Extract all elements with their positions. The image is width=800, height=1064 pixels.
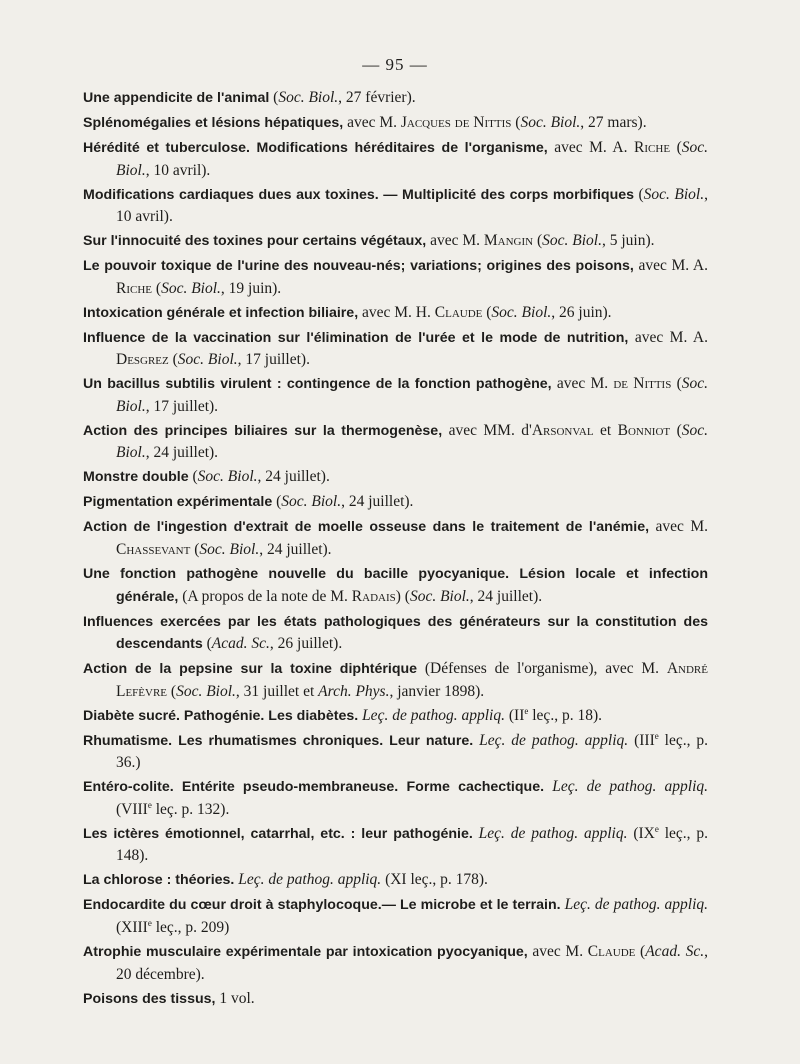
entry-title: Rhumatisme. Les rhumatismes chroniques. Leur nature. <box>83 732 474 749</box>
entry-text: ( <box>635 942 646 960</box>
entry-text: , 26 juin). <box>551 303 612 321</box>
entry-source: Soc. Biol. <box>409 587 470 605</box>
entry-source: Leç. de pathog. appliq. <box>564 896 709 914</box>
entry-author: Riche <box>116 279 153 297</box>
entry-source: Acad. Sc. <box>211 635 270 653</box>
entry-title: Action de l'ingestion d'extrait de moelle osseuse dans le traitement de l'anémie, <box>83 519 650 536</box>
bibliography-entry <box>83 327 708 371</box>
entry-text: leç., p. 209) <box>151 918 230 936</box>
entry-source: Leç. de pathog. appliq. <box>478 824 628 842</box>
entry-text: , 24 juillet). <box>469 587 543 605</box>
entry-source: Soc. Biol. <box>116 421 708 462</box>
entry-text: (Défenses de l'organisme), avec M. <box>417 660 667 678</box>
entry-text: ( <box>634 185 644 203</box>
entry-text: , 26 juillet). <box>269 635 343 653</box>
entry-text: ( <box>190 540 200 558</box>
entry-title: Modifications cardiaques dues aux toxines. — Multiplicité des corps morbifiques <box>83 186 635 203</box>
bibliography-entry <box>83 491 708 514</box>
entry-text: , 31 juillet et <box>235 682 319 700</box>
entry-author: Desgrez <box>116 351 169 369</box>
entry-text: , 24 juillet). <box>145 444 219 462</box>
entry-text: (II <box>505 706 525 724</box>
entry-source: Soc. Biol. <box>281 493 342 511</box>
bibliography-entry <box>83 87 708 110</box>
bibliography-entry <box>83 373 708 417</box>
entry-author: André Lefèvre <box>116 660 708 700</box>
entry-text: , 17 juillet). <box>145 397 219 415</box>
entry-source: Soc. Biol. <box>116 138 708 179</box>
bibliography-entry <box>83 730 708 774</box>
entry-text: ( <box>670 138 682 156</box>
entry-text: ( <box>511 113 521 131</box>
entry-text: ( <box>482 303 492 321</box>
entry-text: ( <box>670 421 682 439</box>
entry-text: avec M. <box>343 113 401 131</box>
entry-text: (XI leç., p. 178). <box>381 871 488 889</box>
bibliography-entry <box>83 869 708 892</box>
entry-text: avec M. A. <box>628 328 708 346</box>
entry-text: ) ( <box>395 587 410 605</box>
bibliography-entry <box>83 230 708 253</box>
entry-title: La chlorose : théories. <box>83 872 235 889</box>
entry-author: de Nittis <box>613 375 672 393</box>
entry-title: Les ictères émotionnel, catarrhal, etc. : leur pathogénie. <box>83 825 473 842</box>
entry-title: Influences exercées par les états pathologiques des générateurs sur la constitution des descendants <box>83 613 708 653</box>
entry-text: leç., p. 148). <box>116 824 708 865</box>
entry-author: Riche <box>634 138 671 156</box>
entry-source: Soc. Biol. <box>542 232 602 250</box>
bibliography-entry <box>83 137 708 181</box>
entry-text: avec M. A. <box>633 257 709 275</box>
entry-text: leç., p. 18). <box>528 706 602 724</box>
entry-title: Splénomégalies et lésions hépatiques, <box>83 114 344 131</box>
entry-title: Une appendicite de l'animal <box>83 90 270 106</box>
entry-text: , 24 juillet). <box>259 540 332 558</box>
entry-source: Leç. de pathog. appliq. <box>479 731 629 749</box>
entry-source: Acad. Sc. <box>645 942 705 960</box>
entry-source: Soc. Biol. <box>161 279 221 297</box>
bibliography-entry <box>83 705 708 728</box>
entry-title: Atrophie musculaire expérimentale par intoxication pyocyanique, <box>83 943 528 960</box>
entry-source: Soc. Biol. <box>643 185 705 203</box>
entry-text: (VIII <box>116 800 148 818</box>
bibliography-entry <box>83 255 708 299</box>
entry-title: Le pouvoir toxique de l'urine des nouveau-nés; variations; origines des poisons, <box>83 258 634 275</box>
entry-text: 1 vol. <box>215 989 255 1007</box>
entry-text: avec M. A. <box>547 138 635 156</box>
entry-text: , 19 juin). <box>220 279 282 297</box>
entry-title: Action de la pepsine sur la toxine diphtérique <box>83 661 418 678</box>
entry-text: , 27 février). <box>338 89 416 106</box>
entry-text: , 10 avril). <box>116 185 708 226</box>
page-number: — 95 — <box>362 55 428 74</box>
entry-title: Poisons des tissus, <box>83 990 216 1007</box>
entry-text: (XIII <box>116 918 148 936</box>
entry-source: Leç. de pathog. appliq. <box>238 871 382 889</box>
bibliography-entry <box>83 563 708 608</box>
entry-title: Un bacillus subtilis virulent : contingence de la fonction pathogène, <box>83 376 552 393</box>
entry-text: e <box>654 730 659 741</box>
entry-title: Entéro-colite. Entérite pseudo-membraneuse. Forme cachectique. <box>83 779 545 796</box>
entry-author: Claude <box>587 942 636 960</box>
entry-text: ( <box>188 468 198 486</box>
bibliography-entry <box>83 894 708 938</box>
entry-source: Soc. Biol. <box>278 89 339 106</box>
entry-source: Soc. Biol. <box>197 468 258 486</box>
entry-text: avec M. <box>551 375 614 393</box>
entry-text: ( <box>269 89 279 106</box>
entry-text: , 10 avril). <box>145 161 211 179</box>
entry-text: leç. p. 132). <box>151 800 230 818</box>
entry-text: , 24 juillet). <box>341 493 414 511</box>
entry-text: ( <box>152 279 162 297</box>
bibliography-entry <box>83 941 708 985</box>
entry-source: Leç. de pathog. appliq. <box>362 706 505 724</box>
bibliography-entry <box>83 184 708 228</box>
entry-author: Jacques de Nittis <box>400 113 512 131</box>
entry-title: Diabète sucré. Pathogénie. Les diabètes. <box>83 707 359 724</box>
entry-author: Bonniot <box>617 421 671 439</box>
entry-title: Une fonction pathogène nouvelle du bacille pyocyanique. Lésion locale et infection générale, <box>83 565 708 605</box>
entry-text: (III <box>628 731 655 749</box>
entry-text: ( <box>671 375 682 393</box>
bibliography-entry <box>83 658 708 702</box>
entry-text: , 17 juillet). <box>237 351 310 369</box>
entry-author: Chassevant <box>116 540 191 558</box>
entry-text: avec M. <box>527 942 588 960</box>
entry-source: Soc. Biol. <box>520 113 581 131</box>
entry-text: , 27 mars). <box>580 113 647 131</box>
entry-text: ( <box>202 635 212 653</box>
entry-text: avec M. H. <box>358 303 435 321</box>
entry-title: Monstre double <box>83 469 189 486</box>
bibliography-entry <box>83 823 708 867</box>
entry-author: Mangin <box>483 232 534 250</box>
entry-text: e <box>654 823 659 834</box>
entry-text: avec M. <box>426 232 484 250</box>
entry-source: Soc. Biol. <box>177 351 238 369</box>
entry-text: ( <box>168 351 178 369</box>
entry-text: (IX <box>627 824 655 842</box>
entry-text: , janvier 1898). <box>389 682 485 700</box>
entry-author: Radais <box>351 587 396 605</box>
entry-text: e <box>524 705 529 716</box>
entry-title: Hérédité et tuberculose. Modifications héréditaires de l'organisme, <box>83 139 548 156</box>
entry-text: et <box>593 421 618 439</box>
bibliography-entry <box>83 516 708 560</box>
entry-text: (A propos de la note de M. <box>178 587 352 605</box>
bibliography-entry <box>83 776 708 820</box>
entry-source: Soc. Biol. <box>491 303 552 321</box>
entry-title: Pigmentation expérimentale <box>83 494 273 511</box>
entry-title: Action des principes biliaires sur la thermogenèse, <box>83 422 443 439</box>
entry-author: Claude <box>434 303 483 321</box>
bibliography-entry <box>83 466 708 489</box>
bibliography-entry <box>83 302 708 325</box>
entry-text: ( <box>533 232 543 250</box>
entry-title: Sur l'innocuité des toxines pour certains végétaux, <box>83 233 427 250</box>
entry-title: Intoxication générale et infection biliaire, <box>83 304 359 321</box>
entry-text: ( <box>167 682 177 700</box>
bibliography-entry <box>83 611 708 656</box>
entry-text: , 5 juin). <box>601 232 655 250</box>
entry-source: Soc. Biol. <box>176 682 236 700</box>
entry-text: e <box>147 799 152 810</box>
entry-title: Endocardite du cœur droit à staphylocoque.— Le microbe et le terrain. <box>83 897 561 914</box>
entry-text: avec MM. d' <box>442 421 532 439</box>
entry-source: Arch. Phys. <box>318 682 390 700</box>
entry-source: Soc. Biol. <box>199 540 260 558</box>
entry-text <box>544 778 552 795</box>
entry-author: Arsonval <box>531 421 594 439</box>
entry-text: , 24 juillet). <box>257 468 330 486</box>
entry-text: leç., p. 36.) <box>116 731 708 772</box>
entry-text: , 20 décembre). <box>116 942 708 983</box>
bibliography-entry <box>83 420 708 464</box>
entry-text: ( <box>272 493 282 511</box>
entry-source: Soc. Biol. <box>116 375 709 415</box>
entry-title: Influence de la vaccination sur l'élimination de l'urée et le mode de nutrition, <box>83 329 629 346</box>
entry-text: e <box>147 917 152 928</box>
bibliography-list <box>83 87 708 1013</box>
bibliography-entry <box>83 112 708 135</box>
entry-source: Leç. de pathog. appliq. <box>552 778 708 796</box>
entry-text: avec M. <box>649 518 709 536</box>
bibliography-entry <box>83 988 708 1011</box>
